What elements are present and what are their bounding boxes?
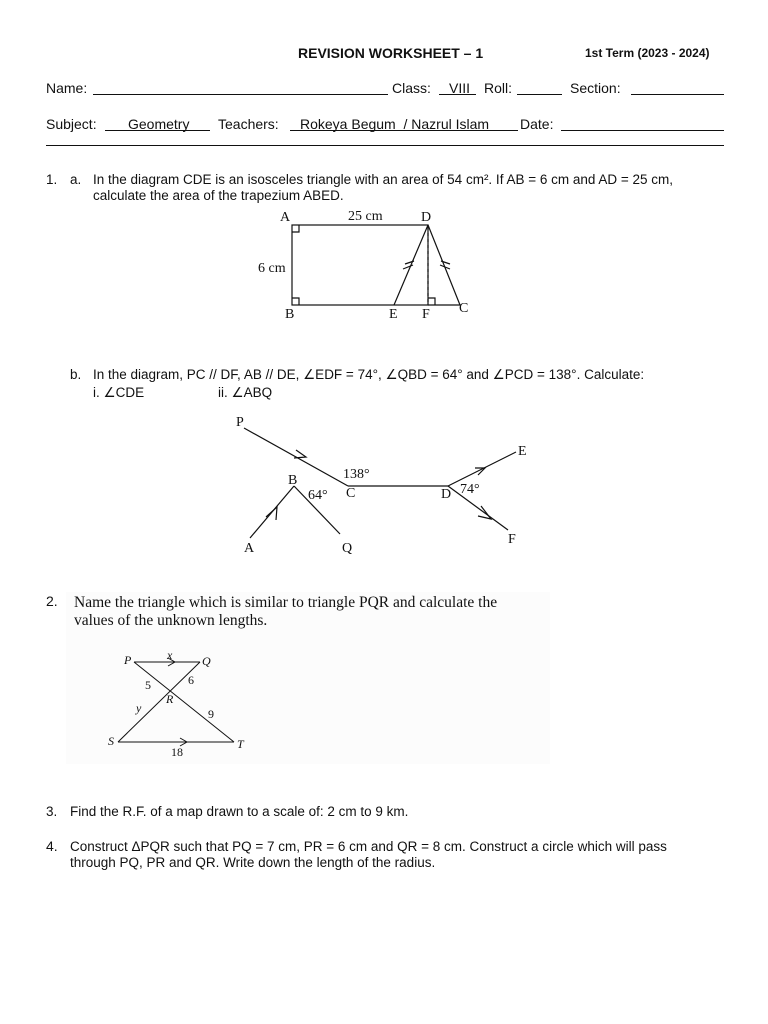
date-field[interactable] [561, 130, 724, 131]
q1b-label: b. [70, 367, 82, 382]
q3-number: 3. [46, 804, 58, 819]
label-c: C [346, 486, 356, 501]
worksheet-title: REVISION WORKSHEET – 1 [298, 45, 484, 61]
right-angle-b [292, 298, 299, 305]
q1a-label: a. [70, 172, 82, 187]
q1-number: 1. [46, 172, 58, 187]
label-p: P [236, 415, 244, 430]
label-b: B [285, 307, 295, 322]
label-a: A [244, 541, 255, 556]
q1a-text-line2: calculate the area of the trapezium ABED. [93, 188, 344, 203]
q4-text-line2: through PQ, PR and QR. Write down the length of the radius. [70, 855, 436, 870]
header-divider [46, 145, 724, 146]
q2-text-line2: values of the unknown lengths. [74, 612, 268, 629]
q2-number: 2. [46, 593, 58, 609]
label-r: R [166, 692, 174, 706]
label-d: D [441, 487, 452, 502]
label-t: T [237, 737, 244, 751]
label-b: B [288, 473, 298, 488]
label-f: F [422, 307, 430, 322]
class-label: Class: [392, 80, 431, 96]
trapezium-diagram [250, 205, 490, 323]
q3-text: Find the R.F. of a map drawn to a scale of: 2 cm to 9 km. [70, 804, 409, 819]
tick-de-1 [403, 265, 413, 269]
side-pt [134, 662, 234, 742]
label-18: 18 [171, 745, 183, 759]
teachers-label: Teachers: [218, 116, 279, 132]
parallel-lines-diagram [228, 408, 548, 558]
label-5: 5 [145, 678, 151, 692]
date-label: Date: [520, 116, 554, 132]
label-x: x [167, 648, 173, 662]
label-9: 9 [208, 707, 214, 721]
angle-74: 74° [460, 482, 480, 497]
q1b-sub-i: i. ∠CDE [93, 385, 145, 400]
name-label: Name: [46, 80, 88, 96]
q1b-sub-ii: ii. ∠ABQ [218, 385, 273, 400]
label-p: P [124, 653, 132, 667]
roll-label: Roll: [484, 80, 513, 96]
q4-number: 4. [46, 838, 58, 854]
q4-text-line1: Construct ΔPQR such that PQ = 7 cm, PR = 6 cm and QR = 8 cm. Construct a circle which will pass [70, 839, 667, 854]
class-value: VIII [449, 80, 471, 96]
line-de [448, 452, 516, 486]
similar-triangles-diagram [104, 648, 264, 760]
tick-dc-2 [441, 261, 450, 264]
label-6cm: 6 cm [258, 261, 286, 276]
label-q: Q [342, 541, 353, 556]
subject-value: Geometry [128, 116, 190, 132]
label-d: D [421, 210, 432, 225]
side-dc [428, 225, 460, 305]
label-e: E [389, 307, 398, 322]
angle-138: 138° [343, 467, 370, 482]
label-s: S [108, 734, 114, 748]
label-e: E [518, 444, 527, 459]
teachers-value: Rokeya Begum / Nazrul Islam [300, 116, 490, 132]
q1b-text: In the diagram, PC // DF, AB // DE, ∠EDF = 74°, ∠QBD = 64° and ∠PCD = 138°. Calculate: [93, 367, 645, 382]
angle-64: 64° [308, 488, 328, 503]
roll-field[interactable] [517, 94, 562, 95]
side-de [394, 225, 428, 305]
right-angle-a [292, 225, 299, 232]
label-a: A [280, 210, 291, 225]
label-y: y [136, 701, 142, 715]
term-label: 1st Term (2023 - 2024) [585, 46, 710, 60]
label-25cm: 25 cm [348, 209, 383, 224]
q1a-text-line1: In the diagram CDE is an isosceles triangle with an area of 54 cm². If AB = 6 cm and AD = 25 cm, [93, 172, 674, 187]
q2-text-line1: Name the triangle which is similar to triangle PQR and calculate the [74, 594, 498, 611]
section-label: Section: [570, 80, 621, 96]
subject-label: Subject: [46, 116, 97, 132]
right-angle-f [428, 298, 435, 305]
label-q: Q [202, 654, 211, 668]
name-field[interactable] [93, 94, 388, 95]
label-f: F [508, 532, 516, 547]
section-field[interactable] [631, 94, 724, 95]
rectangle-abfd [292, 225, 428, 305]
label-6: 6 [188, 673, 194, 687]
label-c: C [459, 301, 469, 316]
